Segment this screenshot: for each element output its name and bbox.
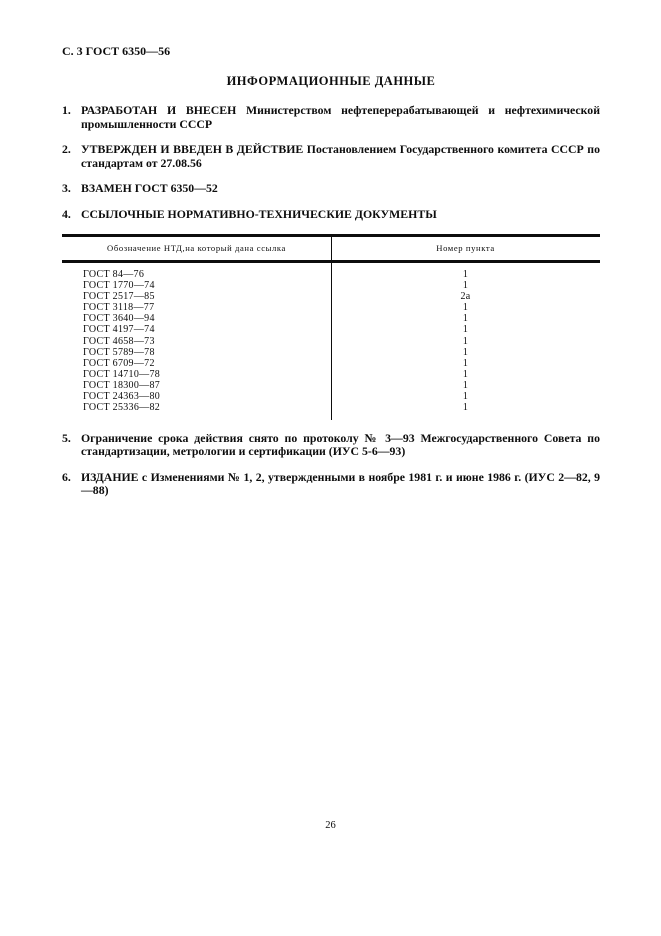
item-text: Ограничение срока действия снято по протоколу № 3—93 Межгосударственного Совета по стандартизации, метрологии и сертификации (ИУС 5-6—93) [81, 430, 600, 459]
ntd-cell: ГОСТ 1770—74 [83, 279, 155, 291]
ntd-cell: ГОСТ 14710—78 [83, 368, 161, 380]
item-number: 6. [62, 469, 71, 484]
ntd-cell: ГОСТ 24363—80 [83, 391, 161, 403]
ntd-cell: ГОСТ 3118—77 [83, 302, 155, 314]
item-text: РАЗРАБОТАН И ВНЕСЕН Министерством нефтеперерабатывающей и нефтехимической промышленности СССР [81, 103, 600, 131]
num-cell: 1 [462, 268, 469, 280]
item-text: ИЗДАНИЕ с Изменениями № 1, 2, утвержденными в ноябре 1981 г. и июне 1986 г. (ИУС 2—82, 9—88) [81, 469, 600, 498]
list-item-1 [62, 104, 600, 131]
list-item-2 [62, 143, 600, 170]
item-number: 5. [62, 430, 71, 445]
num-cell: 2а [460, 290, 471, 302]
num-cell: 1 [462, 346, 469, 358]
num-cell: 1 [462, 313, 469, 325]
ntd-cell: ГОСТ 6709—72 [83, 357, 155, 369]
list-item-3 [62, 182, 600, 196]
ntd-cell: ГОСТ 25336—82 [83, 402, 161, 414]
num-cell: 1 [462, 380, 469, 392]
item-text: ВЗАМЕН ГОСТ 6350—52 [81, 181, 218, 196]
ntd-cell: ГОСТ 4658—73 [83, 335, 155, 347]
ntd-cell: ГОСТ 5789—78 [83, 346, 155, 358]
item-number: 1. [62, 103, 71, 117]
list-item-6 [62, 471, 600, 498]
page-title: ИНФОРМАЦИОННЫЕ ДАННЫЕ [226, 74, 436, 88]
table-header-num: Номер пункта [436, 243, 495, 254]
list-item-4 [62, 208, 600, 222]
table-column-divider [331, 237, 332, 420]
num-cell: 1 [462, 357, 469, 369]
page-number: 26 [325, 820, 336, 831]
num-cell: 1 [462, 368, 469, 380]
ntd-cell: ГОСТ 3640—94 [83, 313, 155, 325]
item-number: 2. [62, 142, 71, 157]
item-text: УТВЕРЖДЕН И ВВЕДЕН В ДЕЙСТВИЕ Постановлением Государственного комитета СССР по стандартам от 27.08.56 [81, 142, 600, 170]
item-number: 3. [62, 181, 71, 196]
num-cell: 1 [462, 324, 469, 336]
ntd-cell: ГОСТ 84—76 [83, 268, 145, 280]
num-cell: 1 [462, 402, 469, 414]
item-text: ССЫЛОЧНЫЕ НОРМАТИВНО-ТЕХНИЧЕСКИЕ ДОКУМЕНТЫ [81, 206, 437, 221]
ntd-cell: ГОСТ 18300—87 [83, 380, 161, 392]
ntd-cell: ГОСТ 2517—85 [83, 290, 155, 302]
references-table [62, 234, 600, 420]
num-cell: 1 [462, 391, 469, 403]
num-cell: 1 [462, 302, 469, 314]
page-header: С. 3 ГОСТ 6350—56 [62, 44, 171, 58]
num-cell: 1 [462, 335, 469, 347]
ntd-cell: ГОСТ 4197—74 [83, 324, 155, 336]
num-cell: 1 [462, 279, 469, 291]
list-item-5 [62, 432, 600, 459]
item-number: 4. [62, 206, 71, 221]
table-header-ntd: Обозначение НТД,на который дана ссылка [107, 243, 286, 254]
